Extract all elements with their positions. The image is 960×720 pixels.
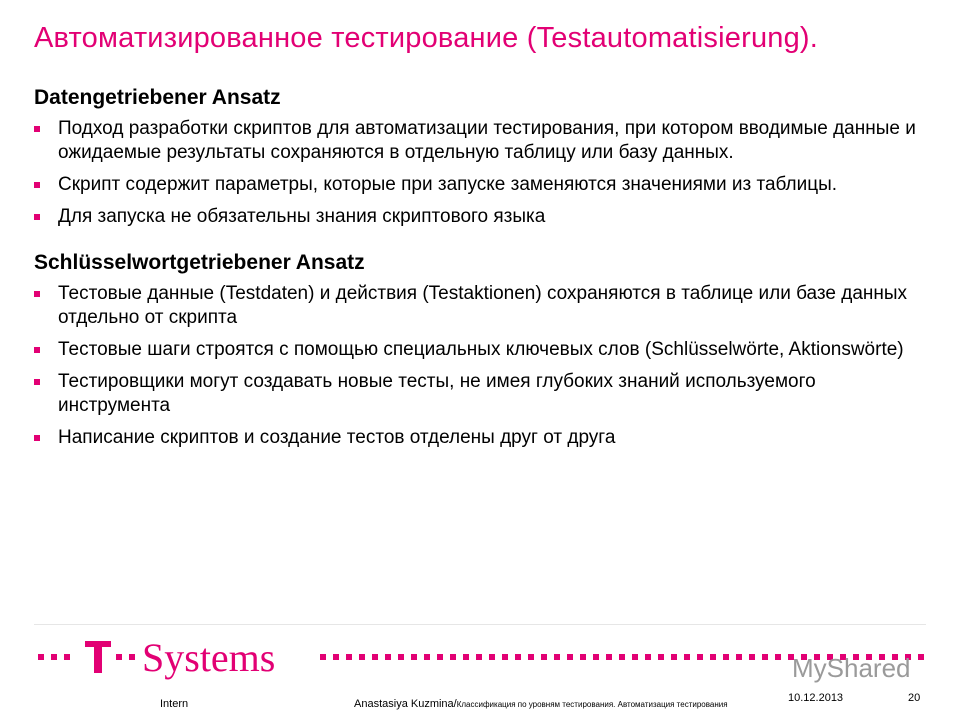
dot [762,654,768,660]
bullet-item [34,338,924,362]
dot [593,654,599,660]
footer-author-line [354,698,728,710]
brand-systems-text: Systems [142,635,276,680]
slide-content [34,84,924,458]
bullet-square-icon [34,182,40,188]
bullet-item [34,282,924,330]
dot [749,654,755,660]
bullet-list [34,282,924,450]
bullet-item [34,426,924,450]
bullet-text: Тестовые данные (Testdaten) и действия (Testaktionen) сохраняются в таблице или базе данных отдельно от скрипта [58,283,908,328]
dot [580,654,586,660]
watermark-text: MyShared [792,653,911,683]
bullet-square-icon [34,291,40,297]
dot [424,654,430,660]
bullet-item [34,173,924,197]
bullet-text: Для запуска не обязательны знания скриптового языка [58,206,546,227]
dot [528,654,534,660]
dot [658,654,664,660]
dot [606,654,612,660]
footer-date: 10.12.2013 [788,692,844,704]
dot [502,654,508,660]
dot [333,654,339,660]
footer-page-number: 20 [908,692,921,704]
dot [359,654,365,660]
dot [541,654,547,660]
section-data-driven [34,84,924,229]
section-heading: Schlüsselwortgetriebener Ansatz [34,251,365,274]
dot [515,654,521,660]
dot [918,654,924,660]
dot [710,654,716,660]
dot [346,654,352,660]
page-title: Автоматизированное тестирование (Testautomatisierung). [34,22,819,54]
dot [463,654,469,660]
bullet-list [34,117,924,229]
dot [619,654,625,660]
bullet-item [34,205,924,229]
bullet-square-icon [34,214,40,220]
footer-graphic [34,625,926,689]
dot [684,654,690,660]
dot [489,654,495,660]
bullet-square-icon [34,347,40,353]
section-heading: Datengetriebener Ansatz [34,86,281,109]
dot [671,654,677,660]
dot [385,654,391,660]
dot [697,654,703,660]
dot [723,654,729,660]
dot [437,654,443,660]
bullet-text: Тестировщики могут создавать новые тесты, не имея глубоких знаний используемого инструмента [58,371,816,416]
bullet-text: Подход разработки скриптов для автоматизации тестирования, при котором вводимые данные и ожидаемые результаты сохраняются в отдельную таблицу или базу данных. [58,118,916,163]
dot [320,654,326,660]
dot [398,654,404,660]
dot [476,654,482,660]
section-keyword-driven [34,249,924,450]
footer-subtitle: Классификация по уровням тестирования. Автоматизация тестирования [456,700,728,709]
footer-author: Anastasiya Kuzmina/ [354,698,457,710]
dot [567,654,573,660]
footer-band [34,624,926,689]
dot [450,654,456,660]
dot [632,654,638,660]
bullet-text: Тестовые шаги строятся с помощью специальных ключевых слов (Schlüsselwörte, Aktionswörte) [58,339,904,360]
dot [775,654,781,660]
dot [554,654,560,660]
dot [411,654,417,660]
bullet-text: Написание скриптов и создание тестов отделены друг от друга [58,427,616,448]
bullet-text: Скрипт содержит параметры, которые при запуске заменяются значениями из таблицы. [58,174,838,195]
bullet-square-icon [34,435,40,441]
bullet-item [34,117,924,165]
bullet-square-icon [34,379,40,385]
bullet-square-icon [34,126,40,132]
dot [736,654,742,660]
dot [645,654,651,660]
footer-classification: Intern [160,698,189,710]
bullet-item [34,370,924,418]
dot [372,654,378,660]
